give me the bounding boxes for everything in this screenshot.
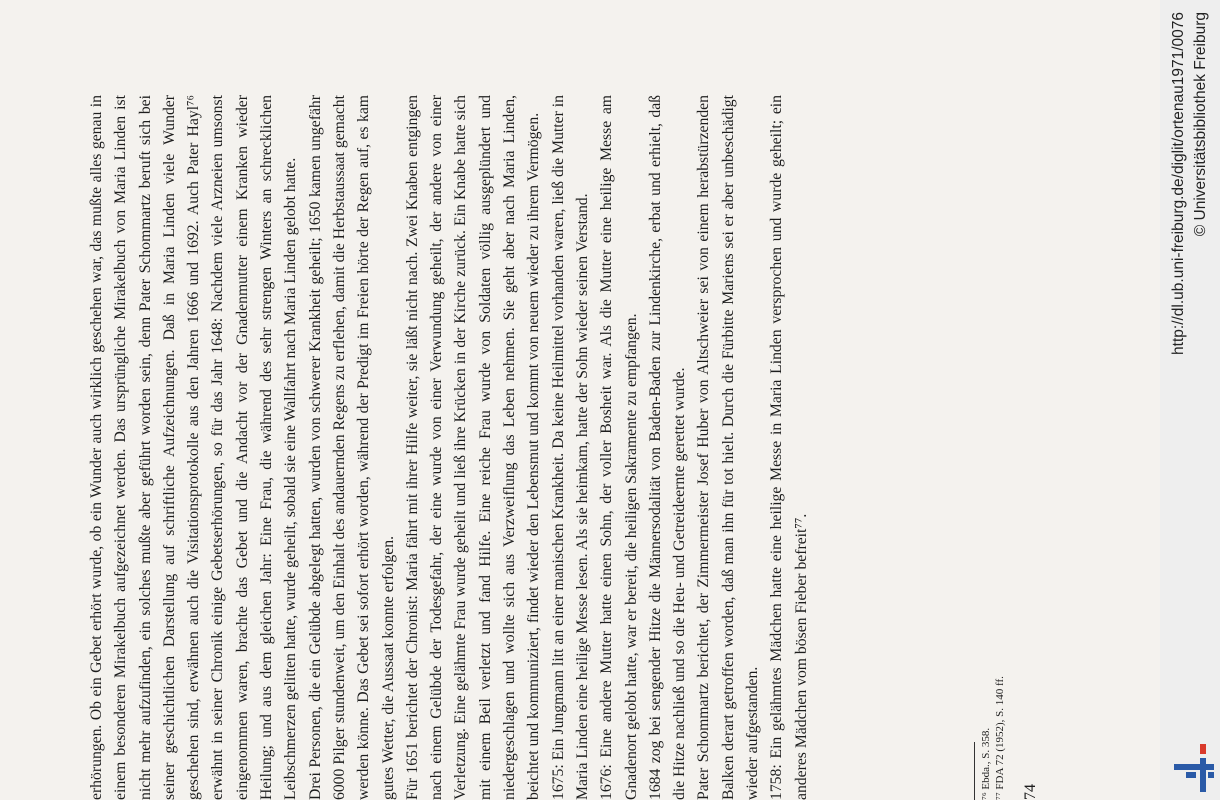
paragraph: 1684 zog bei sengender Hitze die Männersodalität von Baden-Baden zur Lindenkirche, erbat und erhielt, daß die Hitze nachließ und so die Heu- und Getreideernte gerettet wurde. bbox=[646, 95, 689, 800]
footnote: ⁷⁶ Ebda., S. 358. bbox=[980, 727, 992, 800]
copyright-notice: © Universitätsbibliothek Freiburg bbox=[1192, 12, 1209, 237]
footnotes bbox=[979, 380, 1007, 800]
paragraph: erhörungen. Ob ein Gebet erhört wurde, ob ein Wunder auch wirklich geschehen war, das mußte alles genau in einem besonderen Mirakelbuch aufgezeichnet werden. Das ursprüngliche Mirakelbuch von Maria Linden ist nicht mehr aufzufinden, ein solches mußte aber geführt worden sein, denn Pater Schommartz beruft sich bei seiner geschichtlichen Darstellung auf schriftliche Aufzeichnungen. Daß in Maria Linden viele Wunder geschehen sind, erwähnen auch die Visitationsprotokolle aus den Jahren 1666 und 1692. Auch Pater Hayl⁷⁶ erwähnt in seiner Chronik einige Gebetserhörungen, so für das Jahr 1648: Nachdem viele Arzneien umsonst eingenommen waren, brachte das Gebet und die Andacht vor der Gnadenmutter einem Kranken wieder Heilung; und aus dem gleichen Jahr: Eine Frau, die während des sehr strengen Winters an schrecklichen Leibschmerzen gelitten hatte, wurde geheilt, sobald sie eine Wallfahrt nach Maria Linden gelobt hatte. bbox=[88, 95, 300, 800]
paragraph: Pater Schommartz berichtet, der Zimmermeister Josef Huber von Altschweier sei von einem herabstürzenden Balken derart getroffen worden, daß man ihn für tot hielt. Durch die Fürbitte Mariens sei er aber unbeschädigt wieder aufgestanden. bbox=[695, 95, 762, 800]
paragraph: 1676: Eine andere Mutter hatte einen Sohn, der voller Bosheit war. Als die Mutter eine heilige Messe am Gnadenort gelobt hatte, war er bereit, die heiligen Sakramente zu empfangen. bbox=[598, 95, 640, 800]
paragraph: 1675: Ein Jungmann litt an einer manischen Krankheit. Da keine Heilmittel vorhanden waren, ließ die Mutter in Maria Linden eine heilige Messe lesen. Als sie heimkam, hatte der Sohn wieder seinen Verstand. bbox=[549, 95, 591, 800]
paragraph: Drei Personen, die ein Gelübde abgelegt hatten, wurden von schwerer Krankheit geheilt; 1650 kamen ungefähr 6000 Pilger stundenweit, um den Einhalt des andauernden Regens zu erflehen, damit die Herbstaussaat gemacht werden könne. Das Gebet sei sofort erhört worden, während der Predigt im Freien hörte der Regen auf, es kam gutes Wetter, die Aussaat konnte erfolgen. bbox=[306, 95, 397, 800]
sidebar-text bbox=[1168, 8, 1212, 798]
page-number: 74 bbox=[1022, 784, 1039, 800]
body-text bbox=[85, 95, 814, 800]
rotated-page-content bbox=[10, 20, 1070, 800]
paragraph: Für 1651 berichtet der Chronist: Maria fährt mit ihrer Hilfe weiter, sie läßt nicht nach. Zwei Knaben entgingen nach einem Gelübde der Todesgefahr, der eine wurde von einer Verwundung geheilt, der andere von einer Verletzung. Eine gelähmte Frau wurde geheilt und ließ ihre Krücken in der Kirche zurück. Ein Knabe hatte sich mit einem Beil verletzt und fand Hilfe. Eine reiche Frau wurde von Soldaten völlig ausgeplündert und niedergeschlagen und wollte sich aus Verzweiflung das Leben nehmen. Sie geht aber nach Maria Linden, beichtet und kommuniziert, findet wieder den Lebensmut und kommt von neuem wieder zu ihrem Vermögen. bbox=[403, 95, 543, 800]
document-url-link[interactable]: http://dl.ub.uni-freiburg.de/diglit/ortenau1971/0076 bbox=[1170, 12, 1187, 355]
paragraph: 1758: Ein gelähmtes Mädchen hatte eine heilige Messe in Maria Linden versprochen und wurde geheilt; ein anderes Mädchen vom bösen Fieber befreit⁷⁷. bbox=[768, 95, 810, 800]
footnote-divider bbox=[974, 742, 975, 800]
ub-freiburg-logo-icon bbox=[1172, 742, 1216, 796]
footnote: ⁷⁷ FDA 72 (1952), S. 140 ff. bbox=[994, 676, 1006, 800]
